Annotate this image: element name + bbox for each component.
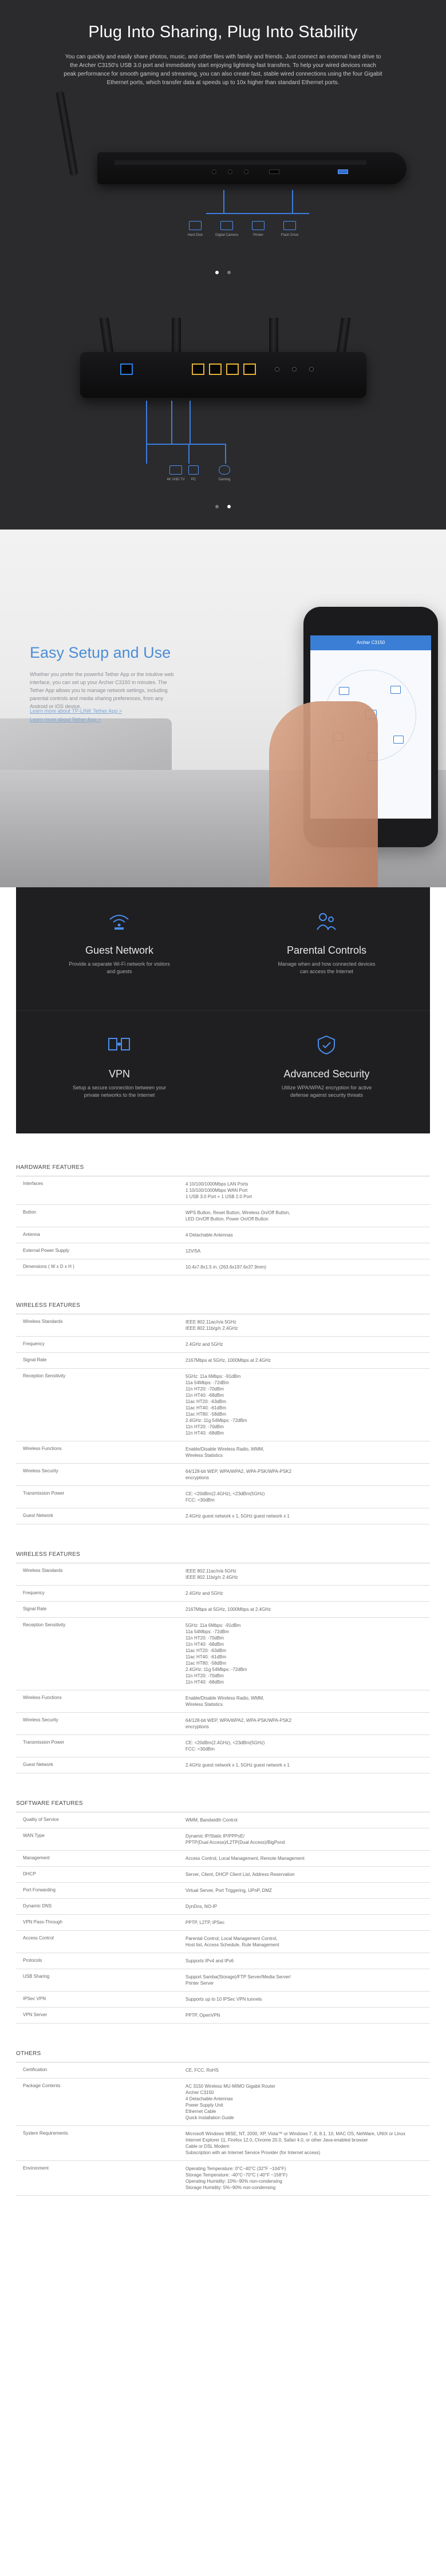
carousel-dot[interactable] — [227, 271, 231, 274]
hero-sharing-section — [0, 0, 446, 318]
usb2-port — [269, 169, 279, 174]
spec-key: Antenna — [23, 1232, 40, 1237]
antenna — [56, 90, 78, 176]
spec-value: 4 10/100/1000Mbps LAN Ports 1 10/100/1000Mbps WAN Port 1 USB 3.0 Port + 1 USB 2.0 Port — [185, 1182, 252, 1199]
spec-key: System Requirements — [23, 2131, 68, 2136]
spec-value: CE: <20dBm(2.4GHz), <23dBm(5GHz) FCC: <30dBm — [185, 1740, 265, 1752]
spec-key: WAN Type — [23, 1833, 45, 1838]
spec-row — [16, 1713, 430, 1735]
spec-row — [16, 1176, 430, 1205]
device-node-icon — [393, 736, 404, 744]
spec-row — [16, 1953, 430, 1969]
spec-row — [16, 1486, 430, 1508]
spec-row — [16, 1602, 430, 1618]
digital-camera-icon — [220, 221, 233, 230]
feature-title: Parental Controls — [286, 945, 367, 956]
gamepad-icon — [219, 465, 230, 475]
spec-key: Guest Network — [23, 1762, 53, 1767]
usb3-port — [338, 169, 348, 174]
spec-section-title: OTHERS — [16, 2045, 430, 2063]
spec-row — [16, 1464, 430, 1486]
spec-value: Support Samba(Storage)/FTP Server/Media Server/ Printer Server — [185, 1974, 291, 1986]
hero-sharing-intro: You can quickly and easily share photos, music, and other files with family and friends. Just connect an external hard drive to the Archer C3150's USB 3.0 port and immediately start enjoying lightning-fast transfers. To help your wired devices reach peak performance for smooth gaming and streaming, you can also create fast, stable wired connections using the four Gigabit Ethernet ports, which transfer data at speeds up to 10x higher than standard Ethernet ports. — [64, 54, 382, 86]
spec-value: IEEE 802.11ac/n/a 5GHz IEEE 802.11b/g/n 2.4GHz — [185, 1568, 238, 1580]
spec-value: WPS Button, Reset Button, Wireless On/Off Button, LED On/Off Button, Power On/Off Button — [185, 1210, 290, 1222]
vpn-icon — [106, 1035, 132, 1054]
spec-value: CE, FCC, RoHS — [185, 2068, 219, 2073]
spec-value: 2.4GHz guest network x 1, 5GHz guest network x 1 — [185, 1763, 290, 1768]
callout-label: 4K UHD TV — [167, 478, 185, 481]
spec-value: WMM, Bandwidth Control — [185, 1818, 238, 1823]
lan-port — [209, 364, 222, 375]
feature-guest-network — [16, 887, 223, 1010]
spec-value: 2.4GHz and 5GHz — [185, 1342, 223, 1347]
spec-section-title: WIRELESS FEATURES — [16, 1546, 430, 1563]
features-grid — [16, 887, 430, 1133]
spec-row — [16, 1915, 430, 1931]
spec-key: Wireless Functions — [23, 1695, 62, 1700]
security-icon — [314, 1035, 339, 1054]
spec-key: Transmission Power — [23, 1491, 65, 1496]
spec-key: Access Control — [23, 1935, 54, 1941]
hard-disk-icon — [189, 221, 202, 230]
spec-value: Virtual Server, Port Triggering, UPnP, DMZ — [185, 1888, 272, 1893]
spec-key: Quality of Service — [23, 1817, 59, 1822]
spec-key: Management — [23, 1855, 50, 1860]
app-title: Archer C3150 — [310, 635, 431, 650]
spec-key: Reception Sensitivity — [23, 1622, 66, 1627]
feature-parental-controls — [223, 887, 430, 1010]
spec-row — [16, 1851, 430, 1867]
spec-row — [16, 1883, 430, 1899]
spec-row — [16, 1899, 430, 1915]
spec-key: Wireless Standards — [23, 1319, 63, 1324]
carousel-dot[interactable] — [227, 505, 231, 508]
spec-row — [16, 1969, 430, 1992]
spec-key: Signal Rate — [23, 1357, 47, 1362]
spec-key: Wireless Security — [23, 1468, 58, 1473]
spec-key: Wireless Functions — [23, 1446, 62, 1451]
spec-value: Microsoft Windows 98SE, NT, 2000, XP, Vista™ or Windows 7, 8, 8.1, 10, MAC OS, NetWare, UNIX or Linux Internet Explorer 11, Firefox 12.0, Chrome 20.0, Safari 4.0, or other Java-enabled browser Cable or DSL Modem Subscription with an Internet Service Provider (for Internet access) — [185, 2131, 405, 2155]
feature-title: Guest Network — [85, 945, 154, 956]
spec-row — [16, 1735, 430, 1757]
feature-vpn — [16, 1010, 223, 1133]
spec-value: Supports IPv4 and IPv6 — [185, 1958, 234, 1963]
callout-label: Hard Disk — [187, 234, 203, 237]
hero-sharing-title: Plug Into Sharing, Plug Into Stability — [88, 23, 358, 41]
setup-title: Easy Setup and Use — [30, 644, 171, 661]
spec-row — [16, 1259, 430, 1275]
spec-section-title: WIRELESS FEATURES — [16, 1297, 430, 1314]
setup-description: Whether you prefer the powerful Tether App or the intuitive web interface, you can set up your Archer C3150 in minutes. The Tether App allows you to manage network settings, including parental controls and media sharing preferences, from any Android or iOS device. — [30, 671, 174, 709]
spec-value: 5GHz: 11a 6Mbps: -91dBm 11a 54Mbps: -72dBm 11n HT20: -70dBm 11n HT40: -68dBm 11ac HT20: -63dBm 11ac HT40: -61dBm 11ac HT80: -58dBm 2.4GHz: 11g 54Mbps: -72dBm 11n HT20: -70dBm 11n HT40: -68dBm — [185, 1374, 247, 1436]
spec-row — [16, 1812, 430, 1828]
spec-value: IEEE 802.11ac/n/a 5GHz IEEE 802.11b/g/n 2.4GHz — [185, 1319, 238, 1331]
spec-value: Supports up to 10 IPSec VPN tunnels — [185, 1997, 262, 2002]
spec-row — [16, 1441, 430, 1464]
spec-key: Interfaces — [23, 1181, 44, 1186]
carousel-dots — [0, 267, 446, 277]
parental-controls-icon — [314, 911, 339, 931]
feature-title: Advanced Security — [283, 1068, 370, 1080]
spec-row — [16, 2161, 430, 2196]
spec-row — [16, 1992, 430, 2008]
spec-row — [16, 1314, 430, 1337]
lan-port — [192, 364, 204, 375]
router-body — [97, 152, 406, 184]
feature-title: VPN — [108, 1068, 130, 1080]
spec-value: Access Control, Local Management, Remote Management — [185, 1856, 305, 1861]
hero-ports-section — [0, 318, 446, 530]
tether-app-link[interactable]: Learn more about TP-LINK Tether App > — [30, 708, 123, 714]
spec-value: Dynamic IP/Static IP/PPPoE/ PPTP(Dual Access)/L2TP(Dual Access)/BigPond — [185, 1834, 285, 1845]
spec-value: Operating Temperature: 0°C~40°C (32°F ~104°F) Storage Temperature: -40°C~70°C (-40°F ~158°F) Operating Humidity: 10%~90% non-condensing Storage Humidity: 5%~90% non-condensing — [185, 2166, 288, 2190]
flash-drive-icon — [283, 221, 296, 230]
spec-value: CE: <20dBm(2.4GHz), <23dBm(5GHz) FCC: <30dBm — [185, 1491, 265, 1503]
spec-value: 10.4x7.8x1.5 in. (263.6x197.6x37.9mm) — [185, 1265, 266, 1270]
device-node-icon — [390, 686, 401, 694]
easy-setup-section — [0, 530, 446, 887]
spec-value: 4 Detachable Antennas — [185, 1232, 233, 1238]
spec-key: Guest Network — [23, 1513, 53, 1518]
spec-key: Port Forwarding — [23, 1887, 56, 1893]
spec-row — [16, 1508, 430, 1524]
spec-value: 2167Mbps at 5GHz, 1000Mbps at 2.4GHz — [185, 1607, 271, 1612]
spec-section-title: HARDWARE FEATURES — [16, 1159, 430, 1176]
callout-label: PC — [191, 478, 196, 481]
callout-label: Digital Camera — [215, 234, 238, 237]
spec-value: 12V/5A — [185, 1249, 201, 1254]
spec-value: Enable/Disable Wireless Radio, WMM, Wireless Statistics — [185, 1447, 265, 1458]
spec-value: 2167Mbps at 5GHz, 1000Mbps at 2.4GHz — [185, 1358, 271, 1363]
spec-row — [16, 1353, 430, 1369]
spec-row — [16, 1369, 430, 1441]
spec-key: USB Sharing — [23, 1974, 50, 1979]
carousel-dot[interactable] — [215, 505, 219, 508]
spec-row — [16, 1757, 430, 1773]
spec-key: Button — [23, 1210, 37, 1215]
spec-key: Environment — [23, 2166, 49, 2171]
spec-key: Dimensions ( W x D x H ) — [23, 1264, 74, 1269]
feature-description: Manage when and how connected devices can access the Internet — [278, 961, 376, 974]
specifications — [16, 1159, 430, 2218]
router-back-image — [80, 352, 366, 398]
spec-key: Frequency — [23, 1341, 45, 1346]
wan-port — [120, 364, 133, 375]
device-node-icon — [339, 687, 349, 695]
spec-value: 64/128-bit WEP, WPA/WPA2, WPA-PSK/WPA-PSK2 encryptions — [185, 1469, 292, 1480]
spec-value: PPTP, OpenVPN — [185, 2013, 220, 2018]
feature-description: Provide a separate Wi-Fi network for visitors and guests — [69, 961, 170, 974]
spec-key: Frequency — [23, 1590, 45, 1595]
spec-key: VPN Pass-Through — [23, 1919, 62, 1925]
spec-row — [16, 1243, 430, 1259]
spec-value: 64/128-bit WEP, WPA/WPA2, WPA-PSK/WPA-PSK2 encryptions — [185, 1718, 292, 1729]
spec-key: Protocols — [23, 1958, 42, 1963]
spec-key: Wireless Standards — [23, 1568, 63, 1573]
feature-advanced-security — [223, 1010, 430, 1133]
callout-label: Gaming — [218, 478, 231, 481]
tether-app-link-2[interactable]: Learn more about Tether App > — [30, 717, 101, 722]
callout-label: Printer — [253, 234, 263, 237]
carousel-dots — [0, 501, 446, 511]
carousel-dot[interactable] — [215, 271, 219, 274]
spec-row — [16, 2063, 430, 2079]
spec-key: Package Contents — [23, 2083, 61, 2088]
spec-row — [16, 1337, 430, 1353]
pc-icon — [188, 465, 199, 475]
spec-value: Enable/Disable Wireless Radio, WMM, Wireless Statistics — [185, 1696, 265, 1707]
spec-key: Dynamic DNS — [23, 1903, 52, 1909]
spec-row — [16, 1563, 430, 1586]
spec-value: 2.4GHz and 5GHz — [185, 1591, 223, 1596]
spec-key: DHCP — [23, 1871, 36, 1876]
feature-description: Setup a secure connection between your private networks to the Internet — [72, 1085, 167, 1098]
spec-row — [16, 1867, 430, 1883]
lan-port — [243, 364, 256, 375]
spec-key: Certification — [23, 2067, 48, 2072]
spec-section-title: SOFTWARE FEATURES — [16, 1795, 430, 1812]
spec-value: 2.4GHz guest network x 1, 5GHz guest network x 1 — [185, 1514, 290, 1519]
spec-value: Server, Client, DHCP Client List, Address Reservation — [185, 1872, 295, 1877]
feature-description: Utilize WPA/WPA2 encryption for active defense against security threats — [281, 1085, 372, 1098]
router-side-image — [52, 136, 446, 199]
lan-port — [226, 364, 239, 375]
spec-key: Reception Sensitivity — [23, 1373, 66, 1378]
spec-value: AC 3150 Wireless MU-MIMO Gigabit Router Archer C3150 4 Detachable Antennas Power Supply Unit Ethernet Cable Quick Installation Guide — [185, 2084, 275, 2120]
tv-icon — [169, 465, 182, 475]
spec-row — [16, 2079, 430, 2126]
spec-key: Signal Rate — [23, 1606, 47, 1611]
spec-row — [16, 1690, 430, 1713]
spec-value: 5GHz: 11a 6Mbps: -91dBm 11a 54Mbps: -72dBm 11n HT20: -70dBm 11n HT40: -68dBm 11ac HT20: -63dBm 11ac HT40: -61dBm 11ac HT80: -58dBm 2.4GHz: 11g 54Mbps: -72dBm 11n HT20: -70dBm 11n HT40: -68dBm — [185, 1623, 247, 1685]
spec-row — [16, 1586, 430, 1602]
callout-label: Flash Drive — [281, 234, 299, 237]
spec-row — [16, 1205, 430, 1227]
spec-key: Wireless Security — [23, 1717, 58, 1722]
printer-icon — [252, 221, 265, 230]
spec-key: IPSec VPN — [23, 1996, 46, 2001]
spec-row — [16, 1931, 430, 1953]
spec-row — [16, 1618, 430, 1690]
spec-key: VPN Server — [23, 2012, 48, 2017]
spec-row — [16, 1828, 430, 1851]
spec-key: External Power Supply — [23, 1248, 69, 1253]
spec-row — [16, 2008, 430, 2024]
hand-image — [269, 701, 378, 887]
spec-value: Parental Control, Local Management Control, Host list, Access Schedule, Rule Management — [185, 1936, 279, 1947]
spec-value: PPTP, L2TP, IPSec — [185, 1920, 225, 1925]
spec-row — [16, 2126, 430, 2161]
spec-value: DynDns, NO-IP — [185, 1904, 218, 1909]
guest-network-icon — [106, 911, 132, 931]
spec-key: Transmission Power — [23, 1740, 65, 1745]
spec-row — [16, 1227, 430, 1243]
